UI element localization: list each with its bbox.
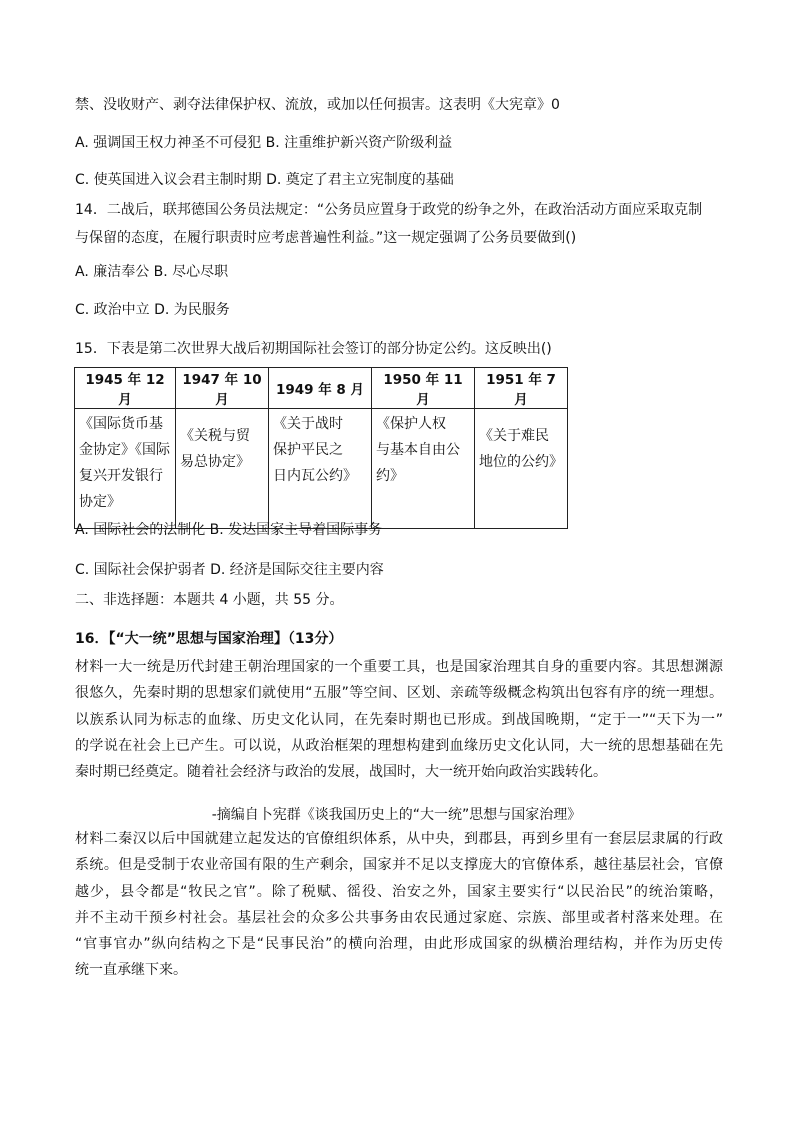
- cell-line: 易总协定》: [180, 454, 250, 470]
- cell-line: 金协定》《国际: [79, 442, 170, 458]
- cell-line: 日内瓦公约》: [273, 468, 357, 484]
- table-cell: [475, 409, 568, 529]
- paragraph-line: 材料二秦汉以后中国就建立起发达的官僚组织体系，从中央，到郡县，再到乡里有一套层层隶属的行政: [75, 831, 723, 847]
- cell-line: 《国际货币基: [79, 416, 163, 432]
- paragraph-line: 越少，县令都是“牧民之官”。除了税赋、徭役、治安之外，国家主要实行“以民治民”的统治策略，: [75, 883, 723, 900]
- table-cell: [75, 409, 176, 529]
- cell-line: 协定》: [79, 494, 121, 510]
- paragraph-line: 系统。但是受制于农业帝国有限的生产剩余，国家并不足以支撑庞大的官僚体系，越往基层社会，官僚: [75, 857, 723, 874]
- table-header-cell: 1947 年 10 月: [176, 368, 269, 409]
- paragraph-line: 很悠久，先秦时期的思想家们就使用“五服”等空间、区划、亲疏等级概念构筑出包容有序的统一理想。: [75, 685, 723, 702]
- q14-stem-line-1: 14．二战后，联邦德国公务员法规定：“公务员应置身于政党的纷争之外，在政治活动方面应采取克制: [75, 202, 703, 218]
- q15-agreements-table: [74, 367, 568, 529]
- paragraph-line: 材料一大一统是历代封建王朝治理国家的一个重要工具，也是国家治理其自身的重要内容。其思想渊源: [75, 659, 723, 675]
- q16-title: 16．【“大一统”思想与国家治理】（13分）: [75, 631, 343, 647]
- paragraph-line: 秦时期已经奠定。随着社会经济与政治的发展，战国时，大一统开始向政治实践转化。: [75, 764, 607, 781]
- section-heading: 二、非选择题：本题共 4 小题，共 55 分。: [75, 592, 344, 608]
- q13-options-ab: A. 强调国王权力神圣不可侵犯 B. 注重维护新兴资产阶级利益: [75, 135, 453, 151]
- table-cell: [176, 409, 269, 529]
- q13-stem-continuation: 禁、没收财产、剥夺法律保护权、流放，或加以任何损害。这表明《大宪章》0: [75, 97, 560, 113]
- cell-line: 与基本自由公: [376, 442, 460, 458]
- paragraph-line: 以族系认同为标志的血缘、历史文化认同，在先秦时期也已形成。到战国晚期，“定于一”“天下为一”: [75, 711, 723, 728]
- q15-stem: 15．下表是第二次世界大战后初期国际社会签订的部分协定公约。这反映出(): [75, 341, 552, 357]
- q14-options-cd: C. 政治中立 D. 为民服务: [75, 302, 230, 318]
- cell-line: 地位的公约》: [479, 454, 563, 470]
- q14-stem-line-2: 与保留的态度，在履行职责时应考虑普遍性利益。”这一规定强调了公务员要做到(): [75, 230, 577, 246]
- cell-line: 《关于难民: [479, 428, 549, 444]
- paragraph-line: 统一直承继下来。: [75, 962, 187, 979]
- q13-options-cd: C. 使英国进入议会君主制时期 D. 奠定了君主立宪制度的基础: [75, 172, 454, 188]
- table-cell: [269, 409, 372, 529]
- cell-line: 《关税与贸: [180, 428, 250, 444]
- cell-line: 《关于战时: [273, 416, 343, 432]
- table-cell: [372, 409, 475, 529]
- table-row: [75, 409, 568, 529]
- q15-options-ab: A. 国际社会的法制化 B. 发达国家主导着国际事务: [75, 522, 383, 538]
- paragraph-line: “官事官办”纵向结构之下是“民事民治”的横向治理，由此形成国家的纵横治理结构，并作为历史传: [75, 936, 723, 953]
- table-header-cell: 1949 年 8 月: [269, 368, 372, 409]
- table-header-cell: 1950 年 11 月: [372, 368, 475, 409]
- paragraph-line: 的学说在社会上已产生。可以说，从政治框架的理想构建到血缘历史文化认同，大一统的思想基础在先: [75, 737, 723, 754]
- q16-material-2: [75, 826, 723, 984]
- q15-options-cd: C. 国际社会保护弱者 D. 经济是国际交往主要内容: [75, 562, 384, 578]
- q16-material-1: [75, 654, 723, 785]
- q14-options-ab: A. 廉洁奉公 B. 尽心尽职: [75, 264, 229, 280]
- table-header-row: [75, 368, 568, 409]
- cell-line: 约》: [376, 468, 404, 484]
- cell-line: 《保护人权: [376, 416, 446, 432]
- cell-line: 复兴开发银行: [79, 468, 163, 484]
- paragraph-line: 并不主动干预乡村社会。基层社会的众多公共事务由农民通过家庭、宗族、部里或者村落来处理。在: [75, 909, 723, 926]
- cell-line: 保护平民之: [273, 442, 343, 458]
- table-header-cell: 1951 年 7 月: [475, 368, 568, 409]
- table-header-cell: 1945 年 12 月: [75, 368, 176, 409]
- q16-source-citation: -摘编自卜宪群《谈我国历史上的“大一统”思想与国家治理》: [211, 807, 582, 823]
